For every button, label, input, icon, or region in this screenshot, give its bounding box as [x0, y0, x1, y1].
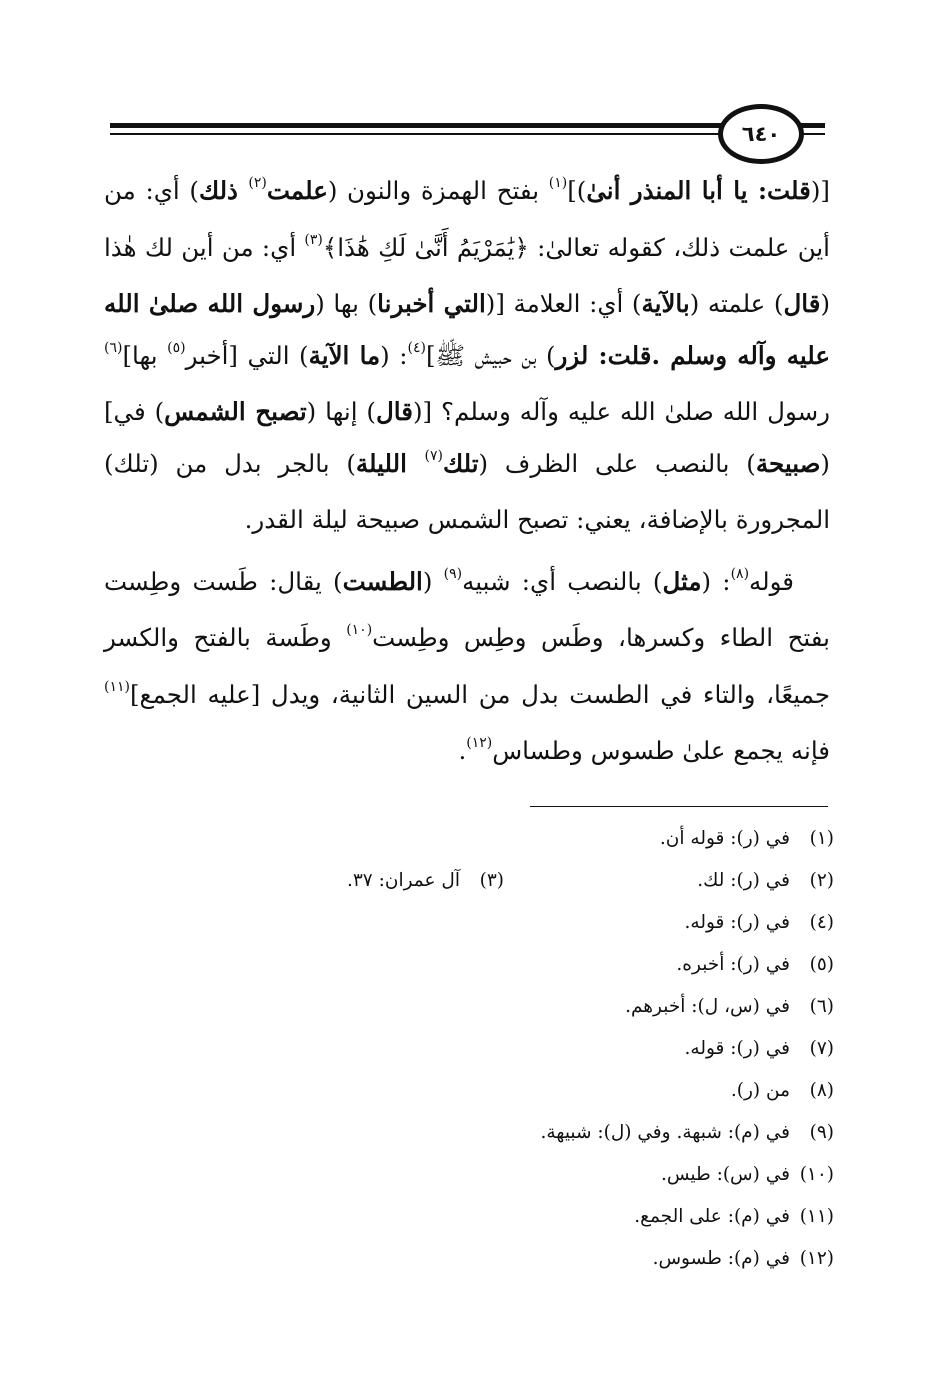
page-number: ٦٤٠	[718, 104, 804, 164]
footnote-marker: (٥)	[167, 339, 186, 356]
footnote-marker: (٧)	[424, 447, 443, 464]
footnote-row	[134, 860, 834, 902]
footnote-number: (٩)	[809, 1122, 834, 1143]
main-text	[104, 165, 830, 782]
footnote-text: في (م): على الجمع.	[634, 1206, 790, 1227]
bold-text-segment: الليلة	[355, 448, 425, 478]
footnote-number: (٣)	[479, 870, 504, 891]
paragraph	[104, 165, 830, 546]
text-segment: : (	[380, 340, 408, 370]
footnote-row	[134, 1154, 834, 1196]
footnote-item	[504, 1154, 834, 1196]
bold-text-segment: تلك	[442, 448, 479, 478]
text-segment: (	[422, 566, 444, 596]
text-segment: ) بالنصب على الظرف (	[478, 448, 756, 478]
bold-text-segment: قلت: يا أبا المنذر أنىٰ	[586, 176, 811, 205]
bold-text-segment: تصبح الشمس	[164, 397, 307, 426]
text-segment: ) بالجر بدل من (تلك) المجرورة بالإضافة، يعني: تصبح الشمس صبيحة ليلة القدر.	[104, 448, 830, 534]
footnotes	[134, 818, 834, 1280]
footnote-item	[504, 1196, 834, 1238]
footnote-marker: (٤)	[407, 339, 426, 356]
bold-text-segment: بالآية	[641, 289, 690, 318]
bold-text-segment: رسول الله صلىٰ الله عليه وآله وسلم .قلت: لزر	[104, 289, 830, 370]
bold-text-segment: مثل	[662, 566, 702, 596]
footnote-text: من (ر).	[730, 1080, 790, 1101]
text-segment: ) إنها (	[306, 397, 376, 426]
text-segment: )]	[567, 176, 587, 205]
footnote-item	[504, 944, 834, 986]
text-segment: [(	[810, 176, 830, 205]
footnote-item	[504, 1028, 834, 1070]
footnote-item	[504, 902, 834, 944]
bold-text-segment: قال	[783, 289, 821, 318]
footnote-text: في (ر): قوله أن.	[659, 828, 790, 849]
footnote-item	[504, 1070, 834, 1112]
footnote-number: (٥)	[809, 954, 834, 975]
text-segment: ) بالنصب أي: شبيه	[462, 566, 663, 596]
footnote-number: (٢)	[809, 870, 834, 891]
text-segment: ) بن حبيش ﷺ]	[425, 340, 556, 370]
text-segment: ) التي [أخبر	[185, 340, 309, 370]
footnote-number: (٤)	[809, 912, 834, 933]
footnote-text: آل عمران: ٣٧.	[346, 870, 460, 891]
footnote-text: في (س): طيس.	[660, 1164, 790, 1185]
text-segment: : (	[701, 566, 731, 596]
footnote-separator	[530, 806, 828, 807]
footnote-marker: (٩)	[443, 565, 463, 582]
footnote-number: (٦)	[809, 996, 834, 1017]
footnote-item	[504, 818, 834, 860]
footnote-text: في (س، ل): أخبرهم.	[625, 996, 790, 1017]
text-segment: ) بها (	[315, 289, 378, 318]
footnote-marker: (٨)	[730, 565, 750, 582]
footnote-text: في (ر): قوله.	[684, 912, 790, 933]
footnote-row	[134, 1112, 834, 1154]
text-segment: ) يقال: طَست وطِست بفتح الطاء وكسرها، وطَس وطِس وطِست	[104, 566, 830, 652]
text-segment: ) في] (	[104, 397, 830, 478]
text-segment: فإنه يجمع علىٰ طسوس وطساس	[492, 736, 830, 765]
footnote-row	[134, 1196, 834, 1238]
footnote-row	[134, 986, 834, 1028]
footnote-text: في (م): شبهة. وفي (ل): شبيهة.	[540, 1122, 790, 1143]
footnote-item	[504, 860, 834, 902]
footnote-number: (١١)	[799, 1206, 834, 1227]
text-segment: ) أي: من أين علمت ذلك، كقوله تعالىٰ: ﴿يَٰمَرْيَمُ أَنَّىٰ لَكِ هَٰذَا﴾	[104, 176, 830, 262]
text-segment: ) أي: العلامة [(	[485, 289, 642, 318]
text-segment: بفتح الهمزة والنون (	[327, 176, 549, 205]
bold-text-segment: الطست	[342, 566, 423, 596]
footnote-item	[504, 1238, 834, 1280]
footnote-marker: (١٠)	[346, 622, 373, 638]
bold-text-segment: ما الآية	[308, 340, 381, 370]
footnote-marker: (١)	[548, 175, 568, 191]
footnote-marker: (٣)	[304, 231, 323, 248]
footnote-row	[134, 944, 834, 986]
footnote-item	[504, 1112, 834, 1154]
footnote-number: (٨)	[809, 1080, 834, 1101]
text-segment: قوله	[749, 566, 794, 596]
text-segment: بها]	[122, 340, 168, 370]
bold-text-segment: صبيحة	[755, 448, 821, 478]
footnote-marker: (١٢)	[466, 735, 493, 751]
footnote-row	[134, 902, 834, 944]
footnote-text: في (ر): أخبره.	[676, 954, 790, 975]
footnote-marker: (٦)	[104, 339, 123, 356]
paragraph	[104, 556, 830, 782]
footnote-number: (١٢)	[799, 1248, 834, 1269]
footnote-number: (١٠)	[799, 1164, 834, 1185]
footnote-number: (١)	[809, 828, 834, 849]
footnote-row	[134, 1070, 834, 1112]
text-segment: رسول الله صلىٰ الله عليه وآله وسلم؟ [(	[412, 397, 830, 426]
footnote-text: في (ر): قوله.	[684, 1038, 790, 1059]
footnote-text: في (م): طسوس.	[652, 1248, 790, 1269]
footnote-item	[174, 860, 504, 902]
text-segment: ) علمته (	[689, 289, 784, 318]
text-segment: وطَسة بالفتح والكسر جميعًا، والتاء في الطست بدل من السين الثانية، ويدل [عليه الجمع]	[104, 623, 831, 709]
bold-text-segment: قال	[375, 397, 413, 426]
footnote-row	[134, 818, 834, 860]
footnote-text: في (ر): لك.	[697, 870, 790, 891]
footnote-marker: (٢)	[248, 175, 267, 191]
bold-text-segment: ذلك	[198, 176, 249, 205]
footnote-item	[504, 986, 834, 1028]
text-segment: أي: من أين لك هٰذا (	[104, 232, 831, 318]
footnote-row	[134, 1028, 834, 1070]
bold-text-segment: التي أخبرنا	[377, 289, 486, 318]
footnote-row	[134, 1238, 834, 1280]
bold-text-segment: علمت	[266, 176, 328, 205]
footnote-marker: (١١)	[104, 678, 130, 695]
text-segment: .	[458, 736, 467, 765]
header-rule-thick	[110, 123, 825, 128]
footnote-number: (٧)	[809, 1038, 834, 1059]
